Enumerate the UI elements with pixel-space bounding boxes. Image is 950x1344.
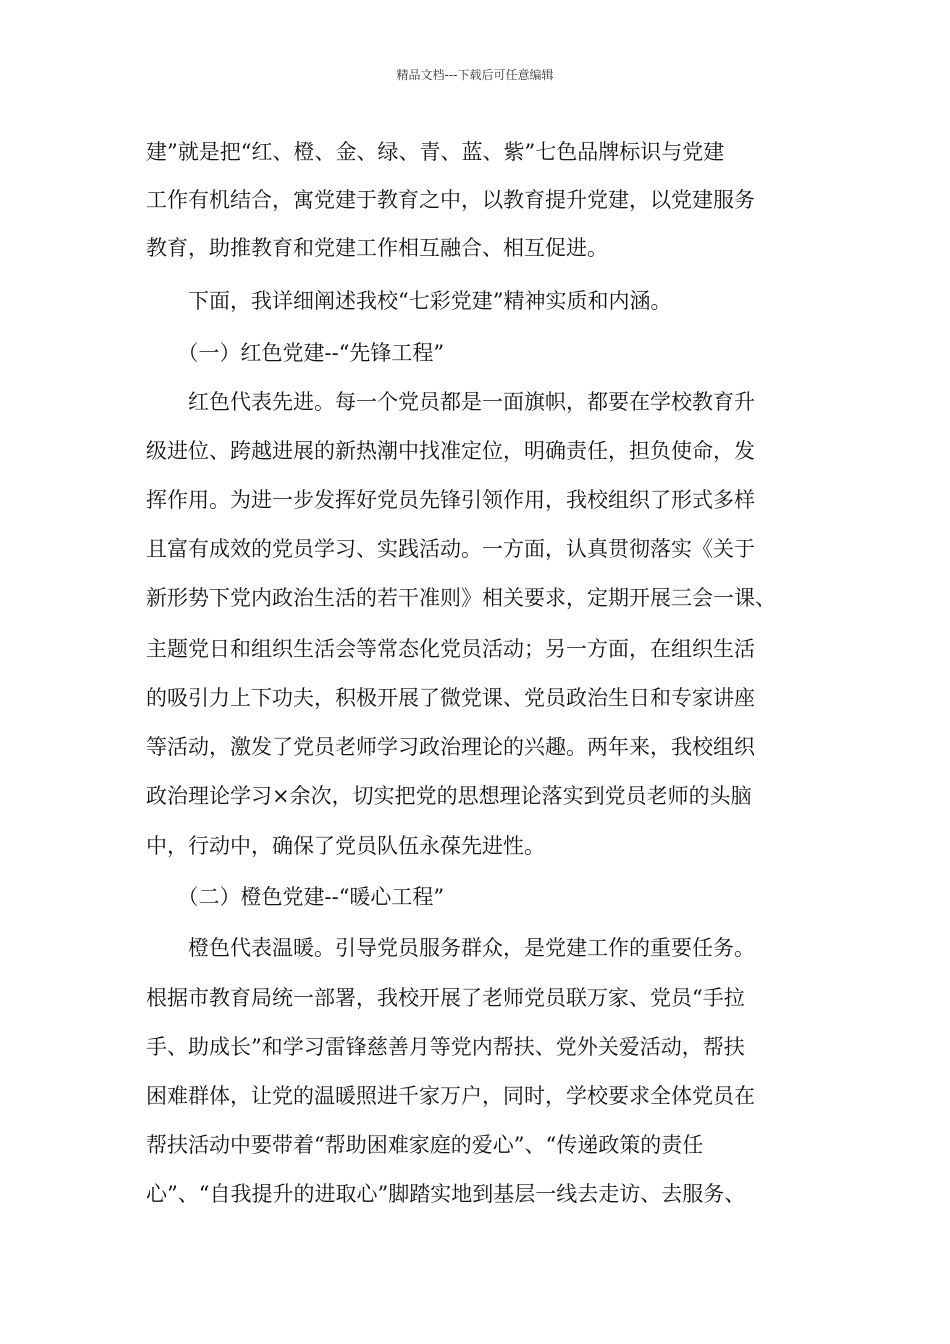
paragraph-line: 级进位、跨越进展的新热潮中找准定位，明确责任，担负使命，发	[146, 439, 755, 463]
paragraph-line: 手、助成长”和学习雷锋慈善月等党内帮扶、党外关爱活动，帮扶	[146, 1035, 745, 1059]
paragraph-line: 挥作用。为进一步发挥好党员先锋引领作用，我校组织了形式多样	[146, 488, 755, 512]
section-heading: （二）橙色党建--“暖心工程”	[146, 885, 445, 909]
paragraph-line: 红色代表先进。每一个党员都是一面旗帜，都要在学校教育升	[146, 390, 755, 414]
paragraph-line: 橙色代表温暖。引导党员服务群众，是党建工作的重要任务。	[146, 936, 755, 960]
paragraph-line: 主题党日和组织生活会等常态化党员活动；另一方面，在组织生活	[146, 637, 755, 661]
paragraph-line: 政治理论学习×余次，切实把党的思想理论落实到党员老师的头脑	[146, 784, 752, 808]
paragraph-line: 且富有成效的党员学习、实践活动。一方面，认真贯彻落实《关于	[146, 537, 755, 561]
paragraph-line: 帮扶活动中要带着“帮助困难家庭的爱心”、“传递政策的责任	[146, 1133, 704, 1157]
paragraph-line: 心”、“自我提升的进取心”脚踏实地到基层一线去走访、去服务、	[146, 1182, 746, 1206]
paragraph-line: 根据市教育局统一部署，我校开展了老师党员联万家、党员“手拉	[146, 986, 745, 1010]
paragraph-line: 建”就是把“红、橙、金、绿、青、蓝、紫”七色品牌标识与党建	[146, 140, 725, 164]
paragraph-line: 困难群体，让党的温暖照进千家万户，同时，学校要求全体党员在	[146, 1084, 755, 1108]
paragraph-line: 下面，我详细阐述我校“七彩党建”精神实质和内涵。	[146, 289, 672, 313]
paragraph-line: 中，行动中，确保了党员队伍永葆先进性。	[146, 834, 545, 858]
paragraph-line: 新形势下党内政治生活的若干准则》相关要求，定期开展三会一课、	[146, 586, 776, 610]
paragraph-line: 等活动，激发了党员老师学习政治理论的兴趣。两年来，我校组织	[146, 735, 755, 759]
paragraph-line: 的吸引力上下功夫，积极开展了微党课、党员政治生日和专家讲座	[146, 686, 755, 710]
paragraph-line: 教育，助推教育和党建工作相互融合、相互促进。	[146, 236, 608, 260]
page-header: 精品文档---下载后可任意编辑	[396, 68, 554, 82]
section-heading: （一）红色党建--“先锋工程”	[146, 341, 445, 365]
paragraph-line: 工作有机结合，寓党建于教育之中，以教育提升党建，以党建服务	[146, 188, 755, 212]
